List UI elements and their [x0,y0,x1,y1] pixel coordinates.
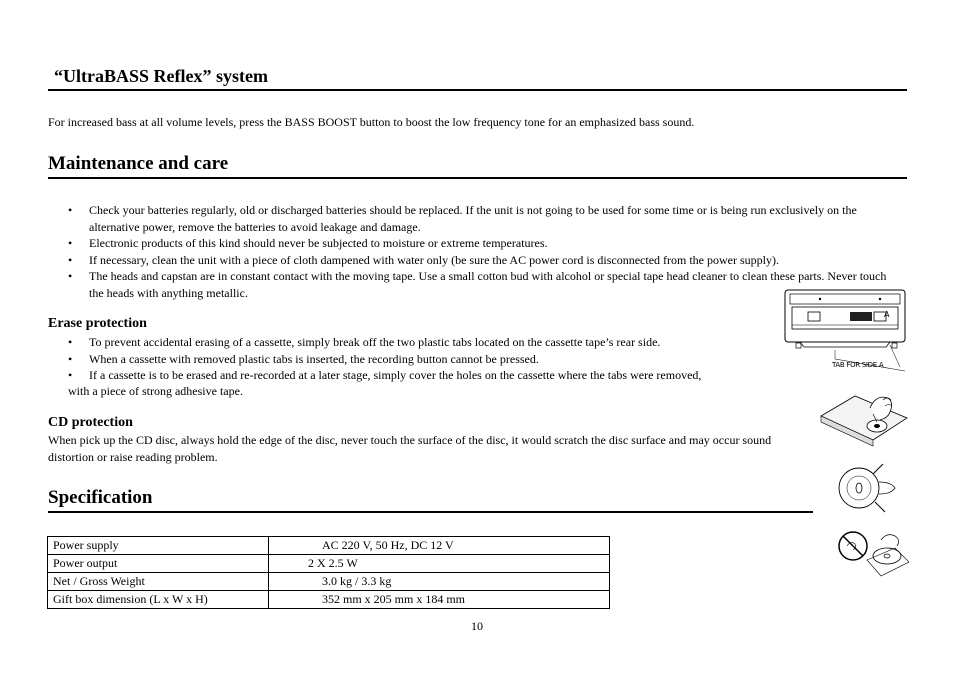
no-touch-icon [839,532,909,576]
list-item: • Electronic products of this kind should never be subjected to moisture or extreme temperatures. [48,235,896,252]
list-item: • When a cassette with removed plastic tabs is inserted, the recording button cannot be pressed. [48,351,793,368]
spec-label: Gift box dimension (L x W x H) [48,591,269,609]
list-item: • If necessary, clean the unit with a piece of cloth dampened with water only (be sure the AC power cord is disconnected from the power supply). [48,252,896,269]
specification-table [47,536,610,609]
spec-value: 3.0 kg / 3.3 kg [269,573,610,591]
section-rule [48,89,907,91]
erase-list [48,334,793,384]
cassette-tab-label: TAB FOR SIDE A [832,361,884,369]
cassette-side-letter: A [884,310,890,319]
spec-value: 2 X 2.5 W [269,555,610,573]
section-title-ultrabass: “UltraBASS Reflex” system [54,66,268,86]
table-row [48,573,610,591]
section-title-specification: Specification [48,487,153,508]
page-number: 10 [471,619,483,633]
spec-value: 352 mm x 205 mm x 184 mm [269,591,610,609]
table-row [48,555,610,573]
cd-paragraph: When pick up the CD disc, always hold the edge of the disc, never touch the surface of the disc, it would scratch the disc surface and may occur sound distortion or raise reading problem. [48,433,772,464]
table-row [48,591,610,609]
table-row [48,537,610,555]
list-item: • To prevent accidental erasing of a cassette, simply break off the two plastic tabs located on the cassette tape’s rear side. [48,334,793,351]
ultrabass-paragraph: For increased bass at all volume levels, press the BASS BOOST button to boost the low frequency tone for an emphasized bass sound. [48,115,695,129]
cassette-illustration [780,285,910,375]
maintenance-list [48,202,896,301]
erase-continuation: with a piece of strong adhesive tape. [68,384,243,398]
section-rule [48,177,907,179]
list-item: • The heads and capstan are in constant contact with the moving tape. Use a small cotton bud with alcohol or special tape head cleaner to clean these parts. Never touch the heads with anything metallic. [48,268,896,301]
cd-handling-illustrations [815,378,911,598]
cd-disc-icon [839,464,895,512]
list-item: • Check your batteries regularly, old or discharged batteries should be replaced. If the unit is not going to be used for some time or is being run exclusively on the alternative power, remove the batteries to avoid leakage and damage. [48,202,896,235]
spec-label: Power supply [48,537,269,555]
spec-label: Power output [48,555,269,573]
spec-value: AC 220 V, 50 Hz, DC 12 V [269,537,610,555]
spec-label: Net / Gross Weight [48,573,269,591]
list-item: • If a cassette is to be erased and re-recorded at a later stage, simply cover the holes on the cassette where the tabs were removed, [48,367,793,384]
section-title-maintenance: Maintenance and care [48,153,229,174]
section-rule [48,511,813,513]
subsection-title-cd: CD protection [48,415,133,430]
cd-case-icon [821,396,907,446]
subsection-title-erase: Erase protection [48,316,147,331]
